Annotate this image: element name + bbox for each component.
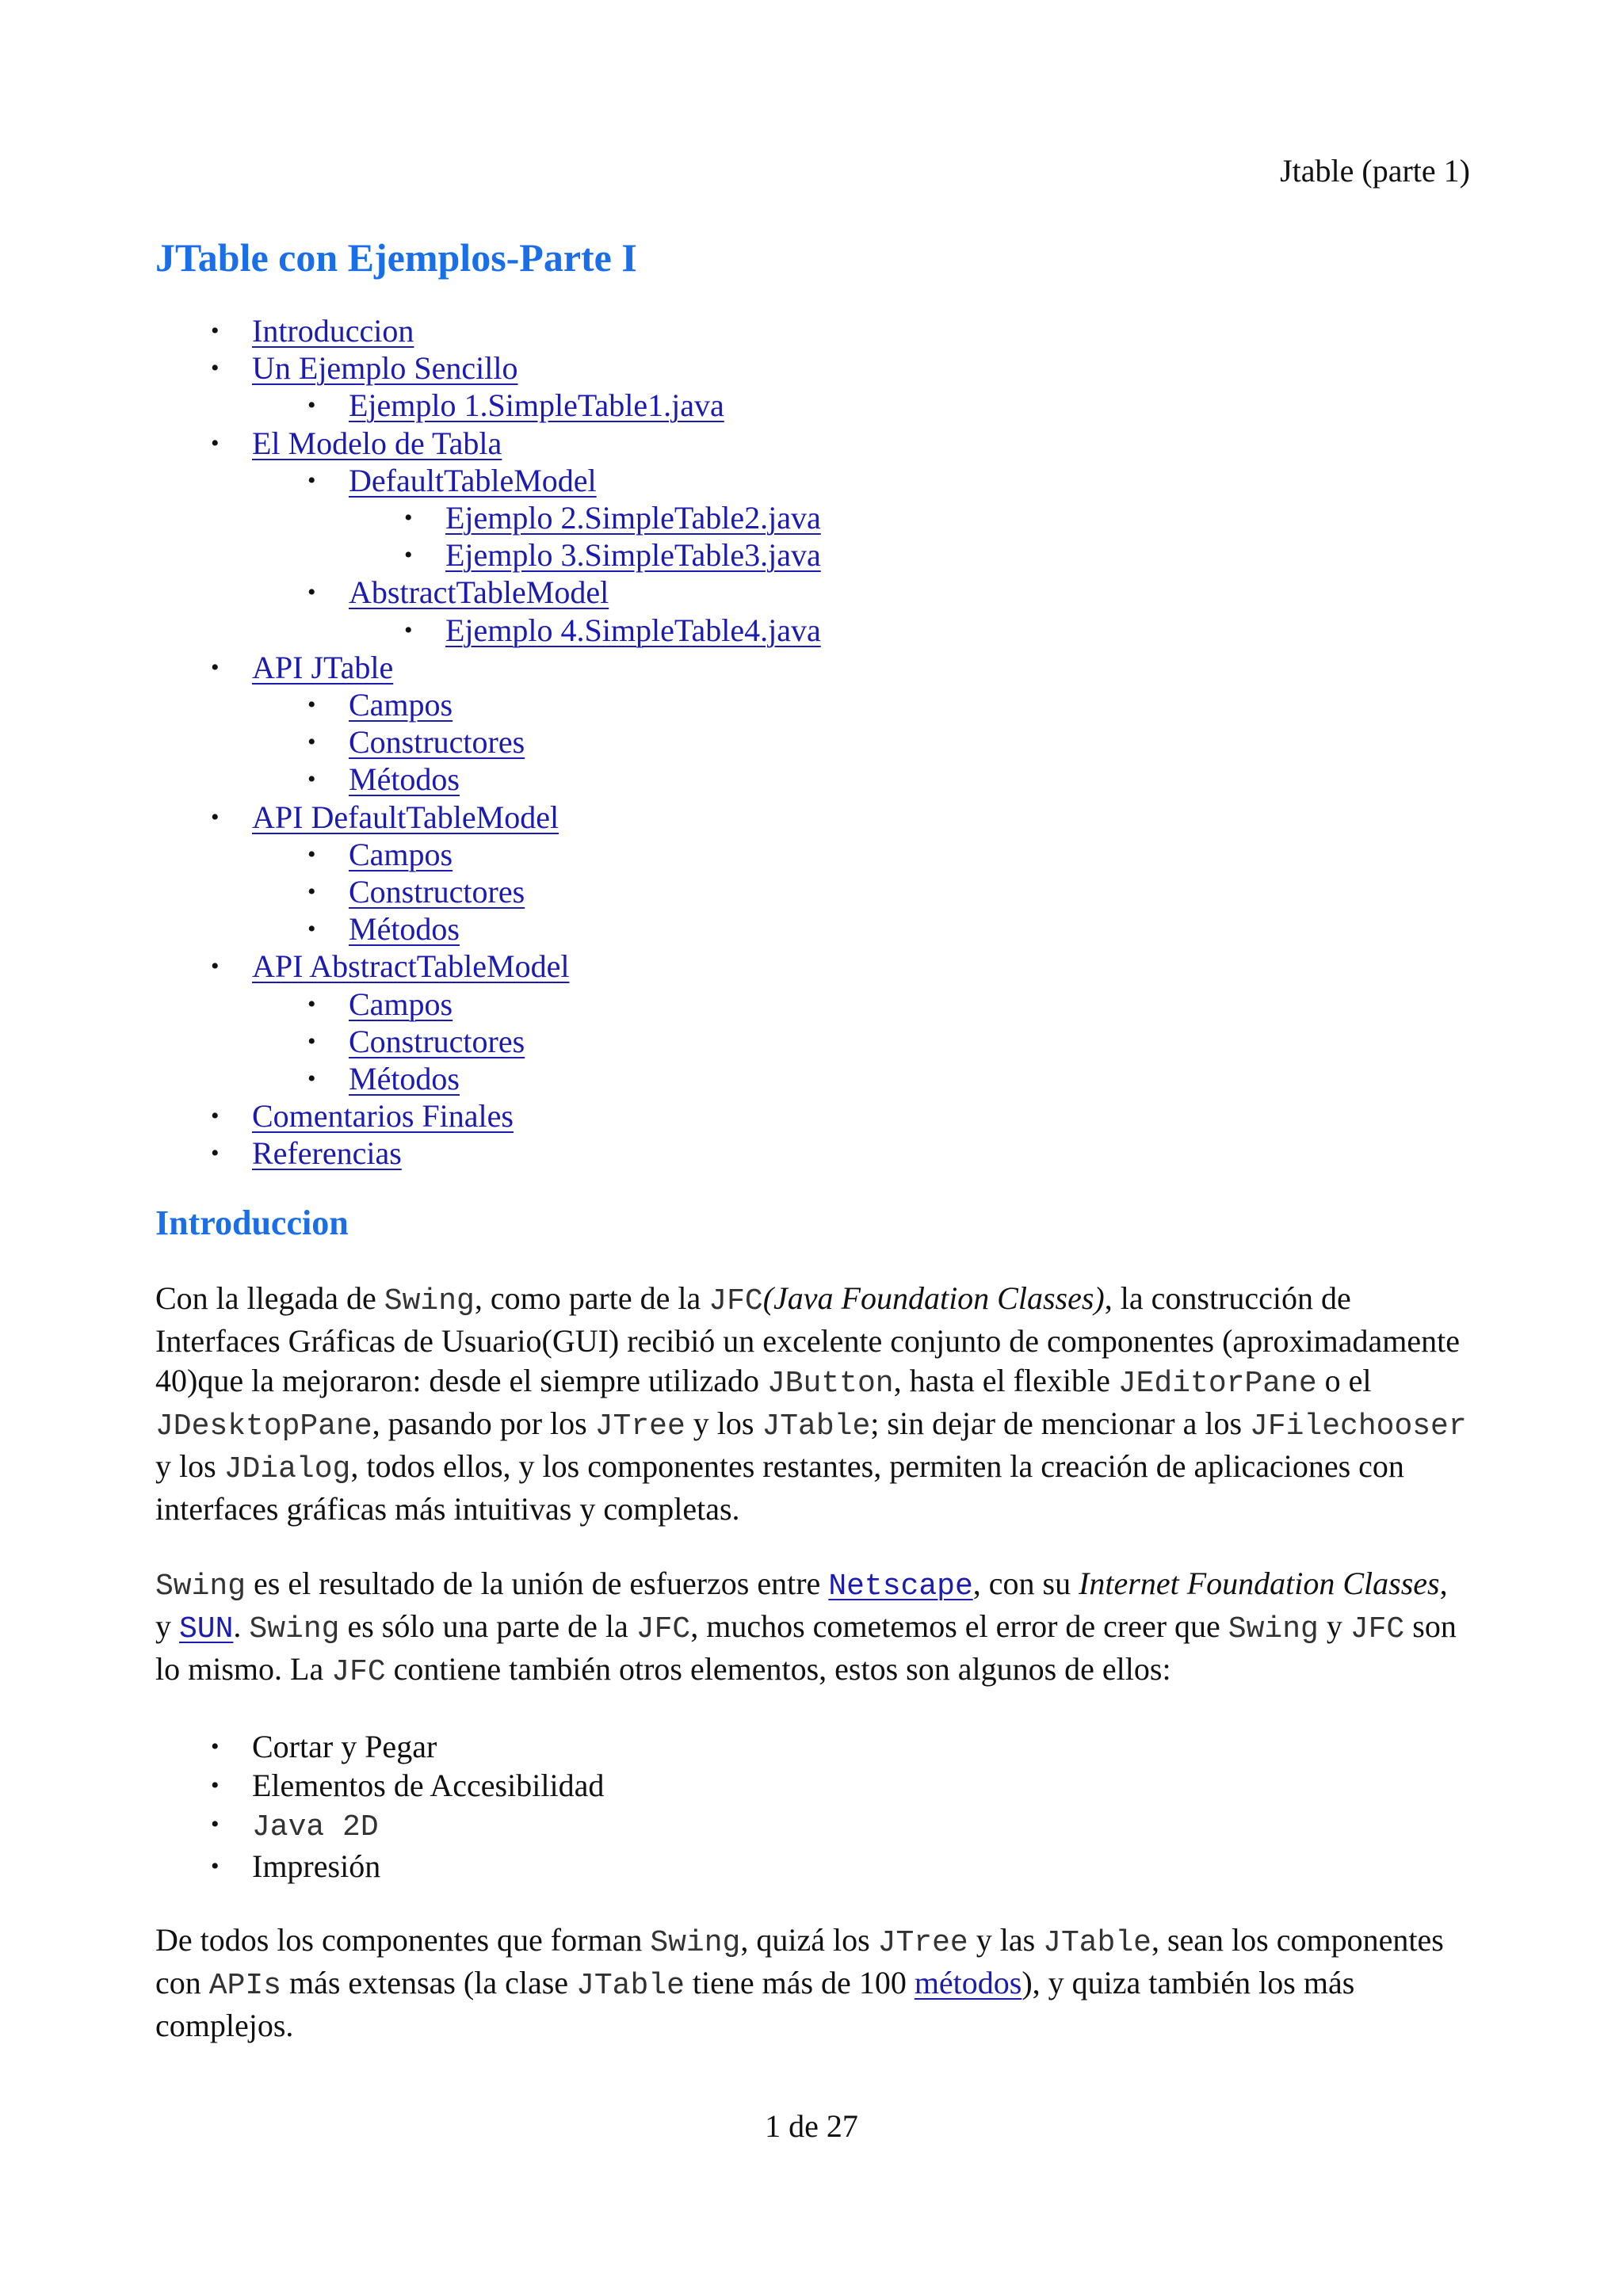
list-item bbox=[155, 1805, 1471, 1847]
toc-link-ejemplo-sencillo[interactable]: Un Ejemplo Sencillo bbox=[252, 350, 518, 387]
intro-paragraph-2 bbox=[155, 1564, 1471, 1692]
text: contiene también otros elementos, estos son algunos de ellos: bbox=[385, 1650, 1171, 1687]
toc-item bbox=[155, 799, 1471, 948]
toc-item bbox=[155, 910, 1471, 948]
code-jfc: JFC bbox=[331, 1654, 386, 1689]
list-item: • Elementos de Accesibilidad bbox=[155, 1766, 1471, 1805]
toc-link-api-abstract-table-model[interactable]: API AbstractTableModel bbox=[252, 948, 570, 985]
toc-item bbox=[155, 1097, 1471, 1135]
toc-link-modelo-tabla[interactable]: El Modelo de Tabla bbox=[252, 425, 502, 461]
jfc-elements-list bbox=[155, 1727, 1471, 1886]
toc-item bbox=[155, 948, 1471, 1097]
code-jfc: JFC bbox=[636, 1611, 691, 1646]
text: es el resultado de la unión de esfuerzos entre bbox=[246, 1565, 829, 1601]
toc-link-jtable-constructores[interactable]: Constructores bbox=[349, 724, 525, 761]
toc-item bbox=[155, 312, 1471, 349]
toc-item bbox=[155, 649, 1471, 799]
list-item: • Cortar y Pegar bbox=[155, 1727, 1471, 1766]
toc-item bbox=[155, 612, 1471, 649]
code-jtable: JTable bbox=[762, 1409, 871, 1444]
toc-link-abstract-campos[interactable]: Campos bbox=[349, 986, 453, 1022]
text: más extensas (la clase bbox=[281, 1964, 577, 2000]
code-jfc: JFC bbox=[708, 1283, 763, 1318]
text: Con la llegada de bbox=[155, 1280, 384, 1316]
toc-item bbox=[155, 462, 1471, 574]
text: , como parte de la bbox=[474, 1280, 709, 1316]
text: , todos ellos, y los componentes restantes, permiten la creación de aplicaciones con interfaces gráficas más intuitivas y completas. bbox=[155, 1447, 1404, 1527]
toc-link-api-default-table-model[interactable]: API DefaultTableModel bbox=[252, 799, 559, 835]
toc-item bbox=[155, 387, 1471, 424]
text: ; sin dejar de mencionar a los bbox=[870, 1405, 1251, 1441]
toc-link-jtable-campos[interactable]: Campos bbox=[349, 687, 453, 723]
text: y bbox=[1318, 1608, 1350, 1644]
code-jtree: JTree bbox=[594, 1409, 685, 1444]
code-apis: APIs bbox=[208, 1968, 281, 2003]
toc-link-ejemplo-3[interactable]: Ejemplo 3.SimpleTable3.java bbox=[445, 537, 821, 574]
toc-item bbox=[155, 723, 1471, 761]
toc-link-introduccion[interactable]: Introduccion bbox=[252, 313, 414, 349]
code-jtree: JTree bbox=[877, 1925, 968, 1960]
toc-link-comentarios-finales[interactable]: Comentarios Finales bbox=[252, 1098, 514, 1135]
intro-paragraph-3 bbox=[155, 1920, 1471, 2046]
text: , pasando por los bbox=[372, 1405, 595, 1441]
code-jdesktoppane: JDesktopPane bbox=[155, 1409, 372, 1444]
toc-item bbox=[155, 873, 1471, 910]
code-swing: Swing bbox=[650, 1925, 741, 1960]
text: , y bbox=[155, 1565, 1448, 1644]
link-sun[interactable]: SUN bbox=[179, 1611, 234, 1646]
list-item: • Impresión bbox=[155, 1847, 1471, 1886]
text: y las bbox=[968, 1921, 1044, 1958]
text: , la construcción de Interfaces Gráficas de Usuario(GUI) recibió un excelente conjunto de componentes (aproximadamente 40)que la mejoraron: desde el siempre utilizado bbox=[155, 1280, 1460, 1398]
code-java2d: Java 2D bbox=[252, 1810, 379, 1844]
text: , hasta el flexible bbox=[893, 1362, 1118, 1398]
code-jfilechooser: JFilechooser bbox=[1250, 1409, 1467, 1444]
toc-link-abstract-metodos[interactable]: Métodos bbox=[349, 1061, 460, 1097]
text: , sean los componentes con bbox=[155, 1921, 1444, 2000]
toc-link-abstract-constructores[interactable]: Constructores bbox=[349, 1023, 525, 1059]
toc-item bbox=[155, 1135, 1471, 1172]
code-jtable: JTable bbox=[576, 1968, 685, 2003]
jfc-full-name: (Java Foundation Classes) bbox=[762, 1280, 1105, 1316]
text: , quizá los bbox=[740, 1921, 878, 1958]
toc-link-api-jtable[interactable]: API JTable bbox=[252, 649, 394, 685]
toc-link-default-metodos[interactable]: Métodos bbox=[349, 911, 460, 948]
code-jdialog: JDialog bbox=[223, 1451, 351, 1486]
text: , con su bbox=[972, 1565, 1079, 1601]
code-swing: Swing bbox=[155, 1569, 246, 1604]
text: son lo mismo. La bbox=[155, 1608, 1457, 1687]
link-netscape[interactable]: Netscape bbox=[828, 1569, 973, 1604]
toc-item bbox=[155, 499, 1471, 536]
text: ), y quiza también los más complejos. bbox=[155, 1964, 1355, 2043]
text: tiene más de 100 bbox=[684, 1964, 915, 2000]
toc-link-default-table-model[interactable]: DefaultTableModel bbox=[349, 462, 597, 498]
toc-link-referencias[interactable]: Referencias bbox=[252, 1135, 402, 1172]
toc-link-default-campos[interactable]: Campos bbox=[349, 836, 453, 872]
toc-link-ejemplo-1[interactable]: Ejemplo 1.SimpleTable1.java bbox=[349, 387, 724, 424]
toc-item bbox=[155, 836, 1471, 873]
toc-item bbox=[155, 1060, 1471, 1097]
intro-paragraph-1 bbox=[155, 1279, 1471, 1529]
code-swing: Swing bbox=[249, 1611, 340, 1646]
text: es sólo una parte de la bbox=[339, 1608, 636, 1644]
toc-link-default-constructores[interactable]: Constructores bbox=[349, 874, 525, 910]
toc-link-abstract-table-model[interactable]: AbstractTableModel bbox=[349, 574, 609, 611]
code-jeditorpane: JEditorPane bbox=[1117, 1366, 1317, 1401]
document-title: JTable con Ejemplos-Parte I bbox=[155, 235, 637, 280]
code-swing: Swing bbox=[1228, 1611, 1319, 1646]
code-jfc: JFC bbox=[1350, 1611, 1405, 1646]
text: . bbox=[233, 1608, 250, 1644]
text: y los bbox=[685, 1405, 762, 1441]
page-number: 1 de 27 bbox=[765, 2108, 858, 2144]
code-jbutton: JButton bbox=[766, 1366, 894, 1401]
page-header: Jtable (parte 1) bbox=[1280, 153, 1470, 189]
toc-item bbox=[155, 536, 1471, 574]
toc-item bbox=[155, 574, 1471, 648]
section-heading-introduccion: Introduccion bbox=[155, 1203, 349, 1242]
toc-link-jtable-metodos[interactable]: Métodos bbox=[349, 761, 460, 798]
toc-item bbox=[155, 686, 1471, 723]
toc-item bbox=[155, 986, 1471, 1023]
toc-item bbox=[155, 425, 1471, 649]
toc-item bbox=[155, 349, 1471, 424]
code-swing: Swing bbox=[384, 1283, 475, 1318]
text: De todos los componentes que forman bbox=[155, 1921, 651, 1958]
ifc-name: Internet Foundation Classes bbox=[1079, 1565, 1440, 1601]
text: o el bbox=[1316, 1362, 1372, 1398]
toc-link-ejemplo-4[interactable]: Ejemplo 4.SimpleTable4.java bbox=[445, 612, 821, 648]
toc-item bbox=[155, 1023, 1471, 1060]
text: , muchos cometemos el error de creer que bbox=[690, 1608, 1228, 1644]
code-jtable: JTable bbox=[1043, 1925, 1151, 1960]
table-of-contents bbox=[155, 312, 1471, 1173]
text: y los bbox=[155, 1447, 224, 1484]
document-body bbox=[155, 230, 1471, 2081]
toc-item bbox=[155, 761, 1471, 798]
toc-link-ejemplo-2[interactable]: Ejemplo 2.SimpleTable2.java bbox=[445, 500, 821, 536]
link-metodos[interactable]: métodos bbox=[914, 1964, 1022, 2000]
